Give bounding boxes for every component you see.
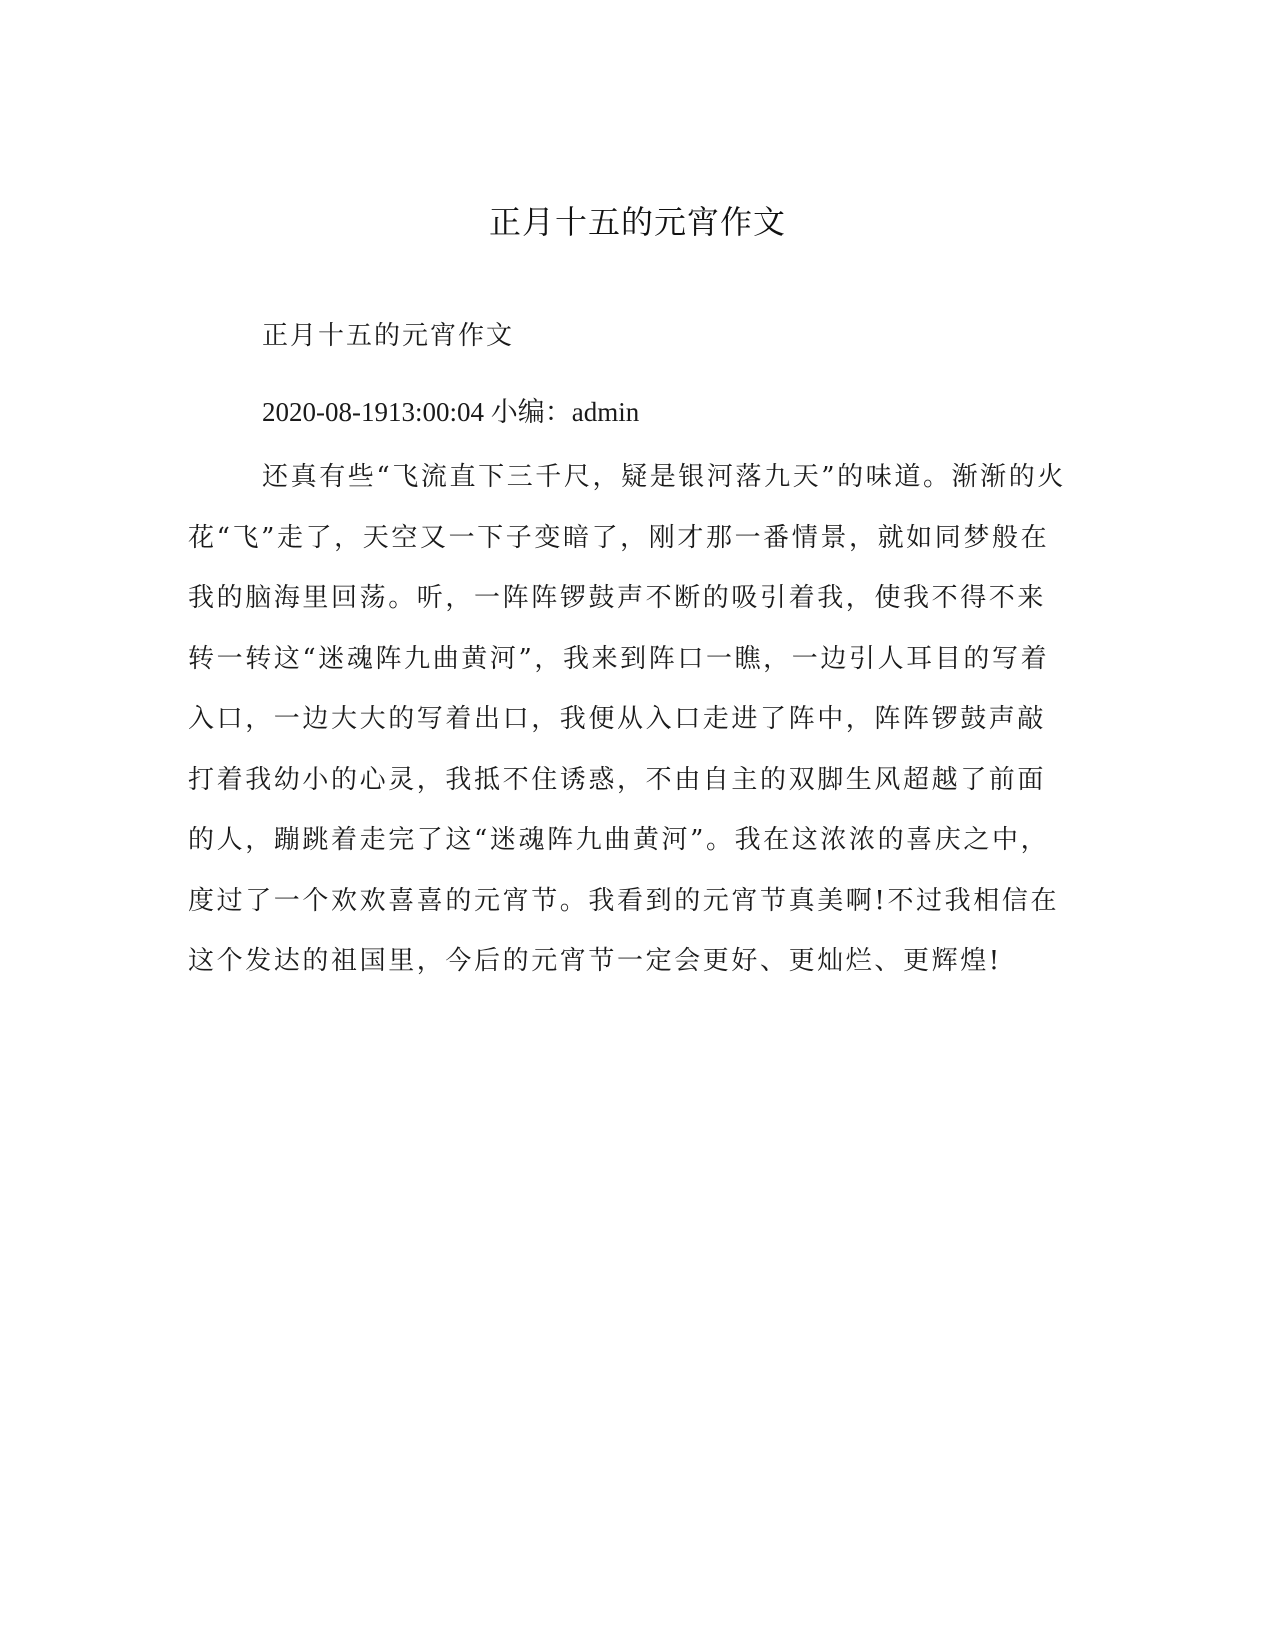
article-subtitle: 正月十五的元宵作文 — [262, 321, 515, 351]
page-title: 正月十五的元宵作文 — [488, 203, 786, 241]
article-meta: 2020-08-1913:00:04 小编：admin — [262, 397, 640, 427]
article-body: 还真有些“飞流直下三千尺，疑是银河落九天”的味道。渐渐的火花“飞”走了，天空又一下子变暗了，刚才那一番情景，就如同梦般在我的脑海里回荡。听，一阵阵锣鼓声不断的吸引着我，使我不得不来转一转这“迷魂阵九曲黄河”，我来到阵口一瞧，一边引人耳目的写着入口，一边大大的写着出口，我便从入口走进了阵中，阵阵锣鼓声敲打着我幼小的心灵，我抵不住诱惑，不由自主的双脚生风超越了前面的人，蹦跳着走完了这“迷魂阵九曲黄河”。我在这浓浓的喜庆之中，度过了一个欢欢喜喜的元宵节。我看到的元宵节真美啊!不过我相信在这个发达的祖国里，今后的元宵节一定会更好、更灿烂、更辉煌! — [188, 462, 1066, 976]
